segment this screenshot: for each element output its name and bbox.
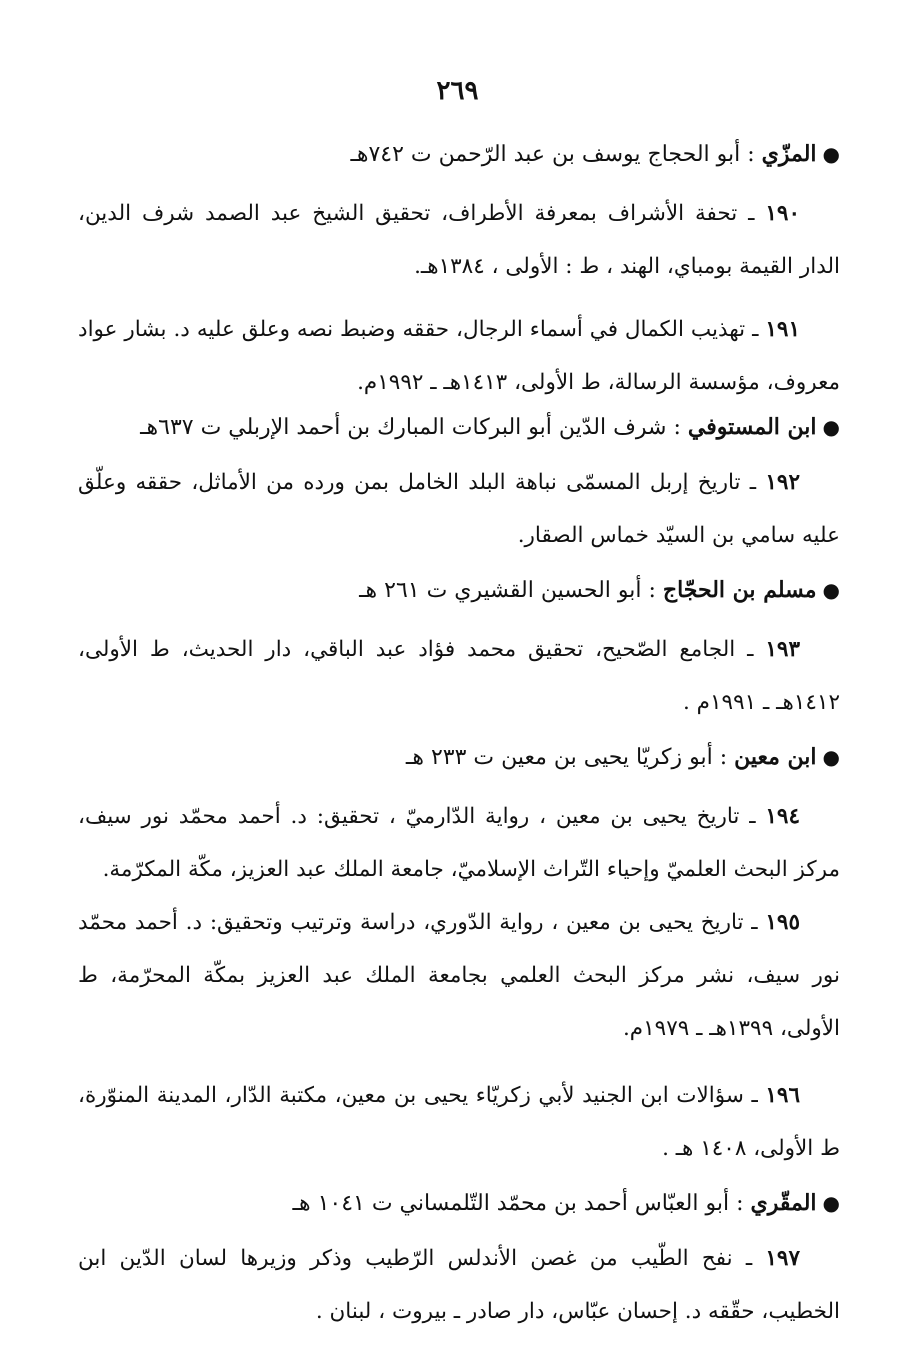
author-details: أبو الحجاج يوسف بن عبد الرّحمن ت ٧٤٢هـ <box>350 142 741 167</box>
author-details: شرف الدّين أبو البركات المبارك بن أحمد الإربلي ت ٦٣٧هـ <box>140 415 667 440</box>
author-heading: ●ابن معين : أبو زكريّا يحيى بن معين ت ٢٣٣ هـ <box>405 744 840 770</box>
entry-number: ١٩٢ <box>765 470 800 495</box>
bullet-icon: ● <box>822 578 840 602</box>
author-heading: ●المزّي : أبو الحجاج يوسف بن عبد الرّحمن ت ٧٤٢هـ <box>350 141 840 167</box>
entry-text: نفح الطّيب من غصن الأندلس الرّطيب وذكر وزيرها لسان الدّين ابن الخطيب، حقّقه د. إحسان عبّاس، دار صادر ـ بيروت ، لبنان . <box>78 1246 840 1324</box>
entry-text: سؤالات ابن الجنيد لأبي زكريّاء يحيى بن معين، مكتبة الدّار، المدينة المنوّرة، ط الأولى، ١٤٠٨ هـ . <box>78 1083 840 1161</box>
author-heading: ●المقّري : أبو العبّاس أحمد بن محمّد التّلمساني ت ١٠٤١ هـ <box>292 1190 840 1216</box>
entry-text: الجامع الصّحيح، تحقيق محمد فؤاد عبد الباقي، دار الحديث، ط الأولى، ١٤١٢هـ ـ ١٩٩١م . <box>78 637 840 715</box>
bibliography-entry: ١٩٣ ـ الجامع الصّحيح، تحقيق محمد فؤاد عبد الباقي، دار الحديث، ط الأولى، ١٤١٢هـ ـ ١٩٩١م . <box>78 637 840 715</box>
entry-number: ١٩٠ <box>765 201 800 226</box>
bibliography-entry: ١٩٦ ـ سؤالات ابن الجنيد لأبي زكريّاء يحيى بن معين، مكتبة الدّار، المدينة المنوّرة، ط الأولى، ١٤٠٨ هـ . <box>78 1083 840 1161</box>
entry-text: تهذيب الكمال في أسماء الرجال، حققه وضبط نصه وعلق عليه د. بشار عواد معروف، مؤسسة الرسالة، ط الأولى، ١٤١٣هـ ـ ١٩٩٢م. <box>78 317 840 395</box>
author-heading: ●مسلم بن الحجّاج : أبو الحسين القشيري ت ٢٦١ هـ <box>359 577 840 603</box>
author-name: المزّي <box>761 141 817 167</box>
entry-text: تاريخ إربل المسمّى نباهة البلد الخامل بمن ورده من الأماثل، حققه وعلّق عليه سامي بن السيّد خماس الصقار. <box>78 470 840 548</box>
entry-number: ١٩٣ <box>765 637 801 662</box>
bibliography-entry: ١٩٧ ـ نفح الطّيب من غصن الأندلس الرّطيب وذكر وزيرها لسان الدّين ابن الخطيب، حقّقه د. إحسان عبّاس، دار صادر ـ بيروت ، لبنان . <box>78 1246 840 1324</box>
bibliography-entry: ١٩٠ ـ تحفة الأشراف بمعرفة الأطراف، تحقيق الشيخ عبد الصمد شرف الدين، الدار القيمة بومباي، الهند ، ط : الأولى ، ١٣٨٤هـ. <box>78 201 840 279</box>
entry-text: تاريخ يحيى بن معين ، رواية الدّارميّ ، تحقيق: د. أحمد محمّد نور سيف، مركز البحث العلميّ وإحياء التّراث الإسلاميّ، جامعة الملك عبد العزيز، مكّة المكرّمة. <box>78 804 840 882</box>
author-name: المقّري <box>750 1190 817 1216</box>
entry-number: ١٩٧ <box>765 1246 801 1271</box>
bullet-icon: ● <box>822 1191 840 1215</box>
bullet-icon: ● <box>822 142 840 166</box>
entry-text: تحفة الأشراف بمعرفة الأطراف، تحقيق الشيخ عبد الصمد شرف الدين، الدار القيمة بومباي، الهند ، ط : الأولى ، ١٣٨٤هـ. <box>78 201 840 279</box>
author-heading: ●ابن المستوفي : شرف الدّين أبو البركات المبارك بن أحمد الإربلي ت ٦٣٧هـ <box>140 414 840 440</box>
bibliography-entry: ١٩٥ ـ تاريخ يحيى بن معين ، رواية الدّوري، دراسة وترتيب وتحقيق: د. أحمد محمّد نور سيف، نشر مركز البحث العلمي بجامعة الملك عبد العزيز بمكّة المحرّمة، ط الأولى، ١٣٩٩هـ ـ ١٩٧٩م. <box>78 910 840 1041</box>
bibliography-entry: ١٩٤ ـ تاريخ يحيى بن معين ، رواية الدّارميّ ، تحقيق: د. أحمد محمّد نور سيف، مركز البحث العلميّ وإحياء التّراث الإسلاميّ، جامعة الملك عبد العزيز، مكّة المكرّمة. <box>78 804 840 882</box>
author-name: ابن المستوفي <box>687 414 817 440</box>
bullet-icon: ● <box>822 415 840 439</box>
author-name: مسلم بن الحجّاج <box>662 577 817 603</box>
entry-number: ١٩١ <box>765 317 801 342</box>
bullet-icon: ● <box>822 745 840 769</box>
entry-number: ١٩٤ <box>765 804 800 829</box>
author-details: أبو زكريّا يحيى بن معين ت ٢٣٣ هـ <box>405 745 713 770</box>
entry-text: تاريخ يحيى بن معين ، رواية الدّوري، دراسة وترتيب وتحقيق: د. أحمد محمّد نور سيف، نشر مركز البحث العلمي بجامعة الملك عبد العزيز بمكّة المحرّمة، ط الأولى، ١٣٩٩هـ ـ ١٩٧٩م. <box>78 910 840 1041</box>
bibliography-entry: ١٩١ ـ تهذيب الكمال في أسماء الرجال، حققه وضبط نصه وعلق عليه د. بشار عواد معروف، مؤسسة الرسالة، ط الأولى، ١٤١٣هـ ـ ١٩٩٢م. <box>78 317 840 395</box>
author-details: أبو الحسين القشيري ت ٢٦١ هـ <box>359 578 642 603</box>
entry-number: ١٩٦ <box>765 1083 800 1108</box>
page-number: ٢٦٩ <box>436 76 479 106</box>
bibliography-entry: ١٩٢ ـ تاريخ إربل المسمّى نباهة البلد الخامل بمن ورده من الأماثل، حققه وعلّق عليه سامي بن السيّد خماس الصقار. <box>78 470 840 548</box>
author-details: أبو العبّاس أحمد بن محمّد التّلمساني ت ١٠٤١ هـ <box>292 1191 730 1216</box>
entry-number: ١٩٥ <box>765 910 800 935</box>
author-name: ابن معين <box>734 744 817 770</box>
bibliography-content <box>78 136 840 1338</box>
